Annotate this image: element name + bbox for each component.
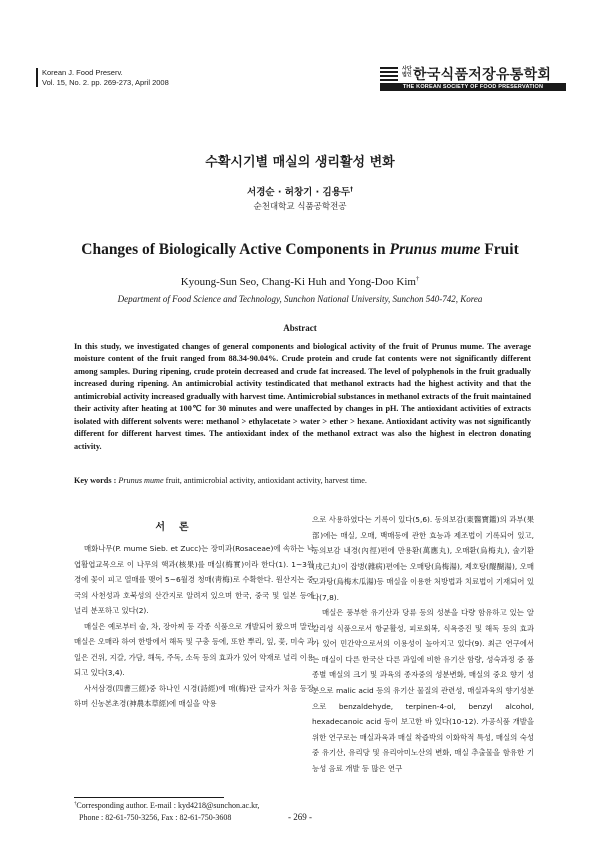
- society-name-en: THE KOREAN SOCIETY OF FOOD PRESERVATION: [380, 83, 566, 91]
- body-column-right: [312, 512, 534, 776]
- keywords: Key words : Prunus mume fruit, antimicrobial activity, antioxidant activity, harvest time.: [74, 476, 367, 485]
- society-logo-icon: [380, 67, 398, 80]
- paragraph: 매화나무(P. mume Sieb. et Zucc)는 장미과(Rosaceae)에 속하는 낙엽활엽교목으로 이 나무의 핵과(核果)를 매실(梅實)이라 한다(1). 1~3월경에 꽃이 피고 열매를 맺어 5~6월경 청매(靑梅)로 수확한다. 원산지는 중국의 사천성과 호북성의 산간지로 알려져 있으며 한국, 중국 및 일본 등에 널리 분포하고 있다(2).: [74, 544, 314, 616]
- abstract-heading: Abstract: [283, 323, 317, 333]
- abstract-text: In this study, we investigated changes of general components and biological activity of the fruit of Prunus mume. The average moisture content of the fruit ranged from 88.34-90.04%. Crude protein and crude fat contents were not significantly different among samples. During ripening, crude protein decreased and crude fat increased. The level of polyphenols in the fruit gradually increased during ripening. An antimicrobial activity testindicated that methanol extracts had the highest activity and that the antimicrobial activity increased gradually with harvest time. Antimicrobial substances in methanol extracts of the fruit maintained their activity after heating at 100℃ for 30 minutes and were unaffected by changes in pH. The antioxidant activities of extracts isolated with different solvents were: methanol > ethylacetate > water > ether > hexane. Antioxidant activity was not significantly different for different harvest times. The antioxidant index of the methanol extract was also the highest in electron donating activity.: [74, 342, 531, 451]
- affiliation-korean: 순천대학교 식품공학전공: [253, 202, 347, 212]
- society-prefix: 사단 법인: [402, 66, 412, 78]
- footnote-contact: Corresponding author. E-mail : kyd4218@sunchon.ac.kr,: [76, 801, 260, 810]
- section-heading-introduction: 서론: [155, 522, 203, 533]
- footnote-divider: [74, 797, 224, 798]
- journal-citation: [36, 68, 169, 87]
- affiliation-english: Department of Food Science and Technology, Sunchon National University, Sunchon 540-742, Korea: [117, 294, 483, 304]
- paragraph: 매실은 예로부터 술, 차, 장아찌 등 각종 식품으로 개발되어 왔으며 말린 매실은 오매라 하여 한방에서 해독 및 구충 등에, 또한 뿌리, 잎, 꽃, 미숙 과일은 건위, 지갈, 가담, 해독, 주독, 소독 등의 효과가 있어 약재로 널리 이용되고 있다(3,4).: [74, 621, 314, 678]
- footnote-phone: Phone : 82-61-750-3256, Fax : 82-61-750-3608: [79, 812, 232, 822]
- society-name-kr: 한국식품저장유통학회: [413, 67, 552, 83]
- authors-english: Kyoung-Sun Seo, Chang-Ki Huh and Yong-Doo Kim†: [180, 275, 420, 288]
- authors-korean: 서경순 · 허창기 · 김용두†: [247, 186, 353, 198]
- journal-volume: Vol. 15, No. 2. pp. 269-273, April 2008: [42, 77, 169, 87]
- title-korean: 수확시기별 매실의 생리활성 변화: [205, 155, 395, 170]
- title-english: Changes of Biologically Active Components in Prunus mume Fruit: [81, 241, 519, 258]
- society-logo-block: [380, 66, 566, 92]
- journal-name: Korean J. Food Preserv.: [42, 68, 123, 77]
- paragraph: 매실은 풍부한 유기산과 당류 등의 성분을 다량 함유하고 있는 알칼리성 식품으로서 항균활성, 피로회복, 식욕증진 및 해독 등의 효과가 있어 민간약으로서의 이용성이 높아지고 있다(9). 최근 연구에서는 매실이 다른 한국산 다른 과일에 비한 유기산 함량, 성숙과정 중 품종별 매실의 크기 및 과육의 종자중의 성분변화, 매실의 중요 향기 성분으로 malic acid 등의 유기산 물질의 관련성, 매실과육의 향기성분으로 benzaldehyde, terpinen-4-ol, benzyl alcohol, hexadecanoic acid 등이 보고한 바 있다(10-12). 가공식품 개발을 위한 연구로는 매실과육과 매실 착즙박의 이화학적 특성, 매실의 숙성중 유기산, 유리당 및 유리아미노산의 변화, 매실 추출물을 함유한 기능성 음료 개발 등 많은 연구: [312, 608, 534, 773]
- footnote: †Corresponding author. E-mail : kyd4218@sunchon.ac.kr, Phone : 82-61-750-3256, Fax : 82-61-750-3608: [74, 801, 260, 822]
- paragraph: 으로 사용하였다는 기록이 있다(5,6). 동의보감(東醫寶鑑)의 과부(果部)에는 매실, 오매, 백매등에 관한 효능과 제조법이 기록되어 있고, 동의보감 내경(內徑)편에 만용환(萬應丸), 오매환(烏梅丸), 술기환(戌己丸)이 잡병(雜病)편에는 오매탕(烏梅湯), 제호탕(醍醐湯), 오매모과탕(烏梅木瓜湯)등 매실을 이용한 처방법과 치료법이 기재되어 있다(7,8).: [312, 515, 534, 602]
- paragraph: 사서삼경(四書三經)중 하나인 시경(詩經)에 매(梅)란 글자가 처음 등장하며 신농본초경(神農本草經)에 매실을 약용: [74, 683, 314, 709]
- page-number: - 269 -: [288, 812, 312, 822]
- body-column-left: [74, 541, 314, 712]
